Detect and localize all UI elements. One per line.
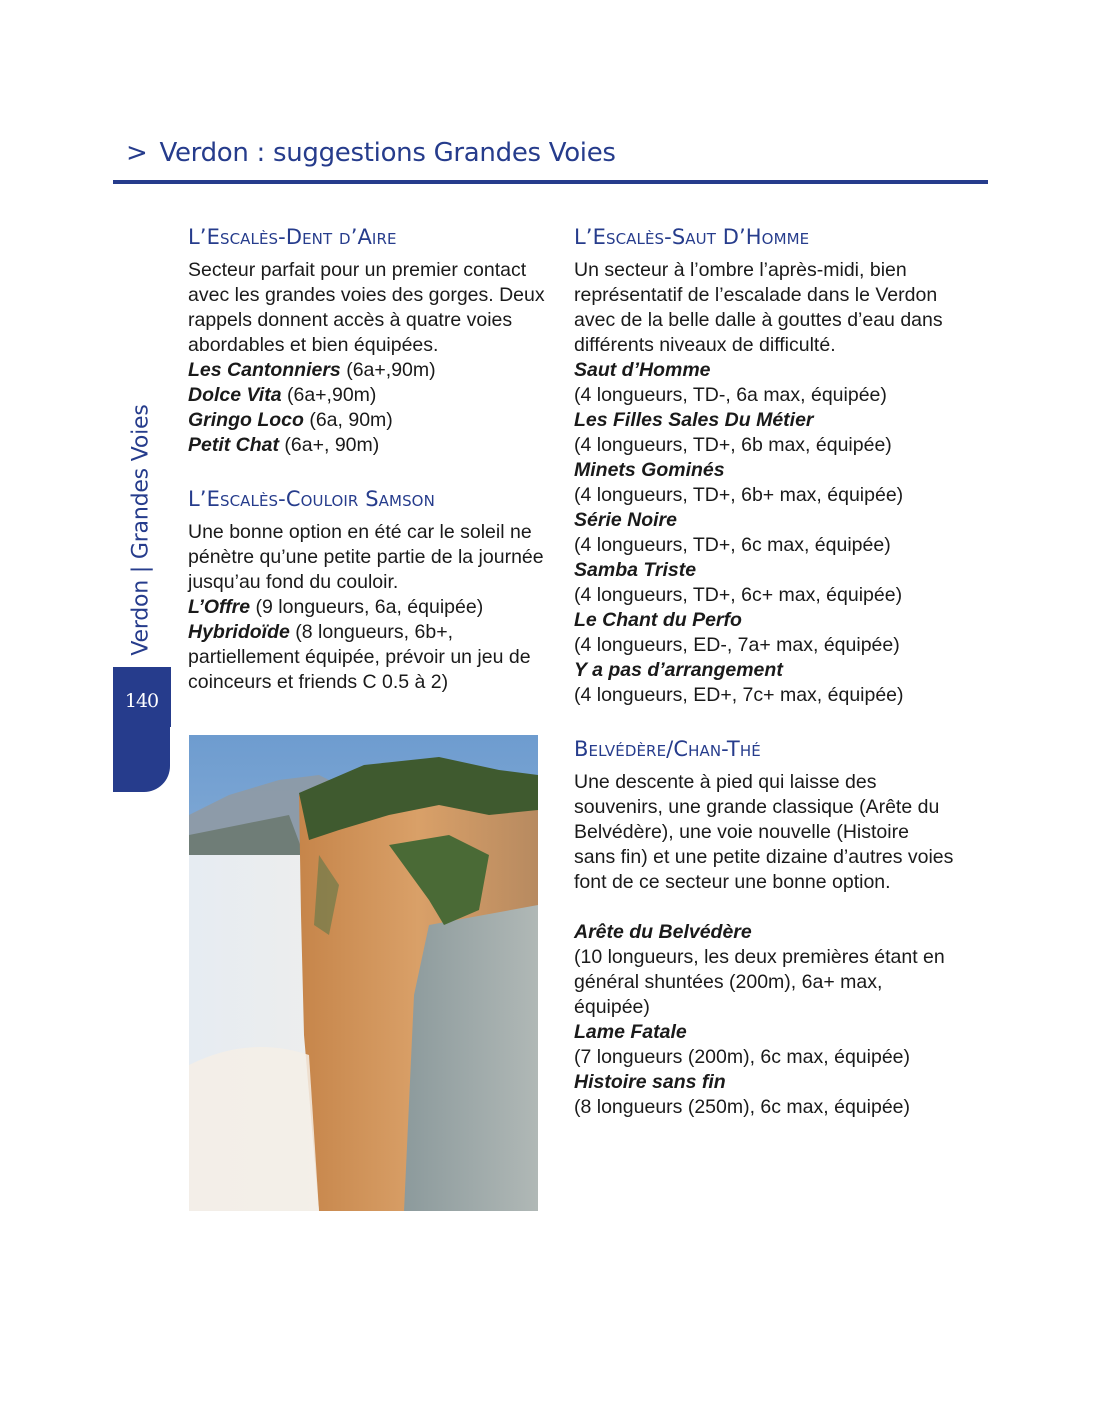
section-belvedere-chan-the xyxy=(574,734,954,1120)
route-detail: (4 longueurs, TD+, 6c max, équipée) xyxy=(574,534,891,556)
right-column xyxy=(574,222,954,1120)
route-detail: (8 longueurs (250m), 6c max, équipée) xyxy=(574,1096,911,1118)
section-intro: Une bonne option en été car le soleil ne pénètre qu’une petite partie de la journée jusqu’au fond du couloir. xyxy=(188,521,544,593)
page-number: 140 xyxy=(124,690,159,712)
route-item xyxy=(574,658,954,708)
route-detail: (10 longueurs, les deux premières étant en général shuntées (200m), 6a+ max, équipée) xyxy=(574,946,945,1018)
route-detail: (4 longueurs, TD+, 6b+ max, équipée) xyxy=(574,484,904,506)
route-item xyxy=(574,1020,954,1070)
section-escales-couloir-samson xyxy=(188,484,548,695)
route-name: Les Cantonniers xyxy=(188,359,341,381)
section-title: L’Escalès-Couloir Samson xyxy=(188,487,435,511)
route-item xyxy=(188,358,548,383)
route-name: Histoire sans fin xyxy=(574,1071,726,1093)
route-item xyxy=(188,595,548,620)
route-name: Samba Triste xyxy=(574,559,697,581)
section-escales-saut-dhomme xyxy=(574,222,954,708)
route-item xyxy=(574,458,954,508)
route-detail: (4 longueurs, TD+, 6b max, équipée) xyxy=(574,434,892,456)
left-column xyxy=(188,222,548,695)
route-item xyxy=(188,433,548,458)
route-detail: (9 longueurs, 6a, équipée) xyxy=(250,596,484,618)
section-title: L’Escalès-Saut D’Homme xyxy=(574,225,810,249)
route-detail: (6a+, 90m) xyxy=(279,434,380,456)
route-detail: (4 longueurs, ED-, 7a+ max, équipée) xyxy=(574,634,900,656)
route-name: Gringo Loco xyxy=(188,409,304,431)
route-name: Dolce Vita xyxy=(188,384,282,406)
route-name: Le Chant du Perfo xyxy=(574,609,742,631)
section-title: Belvédère/Chan-Thé xyxy=(574,737,761,761)
route-name: Minets Gominés xyxy=(574,459,725,481)
route-detail: (6a+,90m) xyxy=(340,359,436,381)
route-name: Arête du Belvédère xyxy=(574,921,752,943)
route-item xyxy=(188,383,548,408)
page-title xyxy=(126,138,616,168)
route-name: L’Offre xyxy=(188,596,251,618)
route-item xyxy=(574,358,954,408)
side-section-label: Verdon | Grandes Voies xyxy=(128,404,154,656)
route-item xyxy=(574,1070,954,1120)
header-divider xyxy=(113,180,988,184)
page-number-tab xyxy=(113,667,170,792)
page-title-text: Verdon : suggestions Grandes Voies xyxy=(159,138,616,168)
chevron-right-icon: > xyxy=(126,138,148,168)
section-intro: Secteur parfait pour un premier contact avec les grandes voies des gorges. Deux rappels donnent accès à quatre voies abordables et bien équipées. xyxy=(188,259,545,356)
route-detail: (4 longueurs, ED+, 7c+ max, équipée) xyxy=(574,684,904,706)
route-detail: (4 longueurs, TD+, 6c+ max, équipée) xyxy=(574,584,903,606)
route-detail: (7 longueurs (200m), 6c max, équipée) xyxy=(574,1046,911,1068)
section-escales-dent-daire xyxy=(188,222,548,458)
route-name: Y a pas d’arrangement xyxy=(574,659,783,681)
route-item xyxy=(188,408,548,433)
section-intro: Une descente à pied qui laisse des souvenirs, une grande classique (Arête du Belvédère), une voie nouvelle (Histoire sans fin) et une petite dizaine d’autres voies font de ce secteur une bonne option. xyxy=(574,771,954,893)
route-detail: (6a, 90m) xyxy=(303,409,393,431)
route-item xyxy=(188,620,548,695)
route-item xyxy=(574,508,954,558)
route-name: Les Filles Sales Du Métier xyxy=(574,409,814,431)
route-name: Série Noire xyxy=(574,509,677,531)
route-item xyxy=(574,608,954,658)
route-detail: (6a+,90m) xyxy=(281,384,377,406)
route-detail: (8 longueurs, 6b+, partiellement équipée, prévoir un jeu de coinceurs et friends C 0.5 à 2) xyxy=(188,621,531,693)
route-item xyxy=(574,558,954,608)
route-name: Lame Fatale xyxy=(574,1021,687,1043)
route-item xyxy=(574,920,954,1020)
route-name: Saut d’Homme xyxy=(574,359,711,381)
section-intro: Un secteur à l’ombre l’après-midi, bien représentatif de l’escalade dans le Verdon avec de la belle dalle à gouttes d’eau dans différents niveaux de difficulté. xyxy=(574,259,943,356)
route-item xyxy=(574,408,954,458)
cliff-photo xyxy=(189,735,538,1211)
section-title: L’Escalès-Dent d’Aire xyxy=(188,225,397,249)
route-name: Petit Chat xyxy=(188,434,280,456)
route-detail: (4 longueurs, TD-, 6a max, équipée) xyxy=(574,384,887,406)
route-name: Hybridoïde xyxy=(188,621,290,643)
